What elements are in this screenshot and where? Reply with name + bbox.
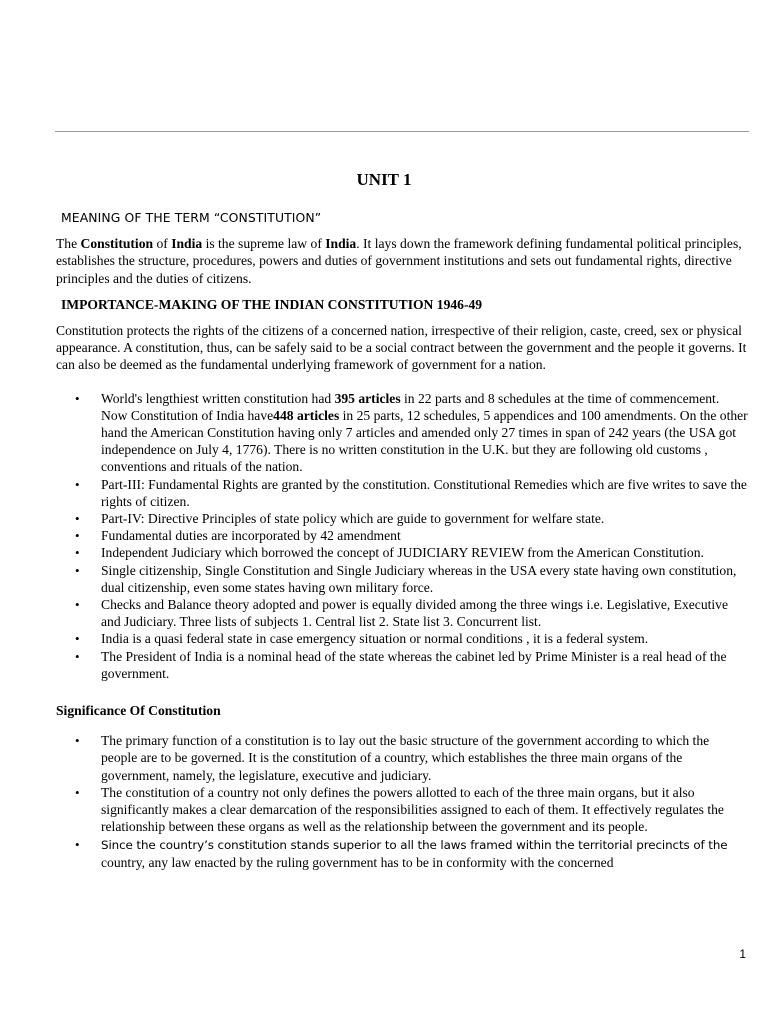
list-item <box>56 476 748 510</box>
bold-term-395-articles: 395 articles <box>334 390 401 406</box>
list-item-text: country, any law enacted by the ruling government has to be in conformity with the concerned <box>101 854 614 870</box>
header-rule <box>55 131 749 132</box>
significance-heading: Significance Of Constitution <box>56 703 221 719</box>
text-run: in 25 parts, 12 schedules, 5 appendices and 100 amendments. On the other hand the American Constitution having only 7 articles and amended only 27 times in span of 242 years (the USA got independence on July 4, 1776). There is no written constitution in the U.K. but they are following old customs , conventions and rituals of the nation. <box>101 407 748 475</box>
list-item-text: Part-III: Fundamental Rights are granted by the constitution. Constitutional Remedies which are five writes to save the rights of citizen. <box>101 476 747 509</box>
text-run: of <box>153 236 172 252</box>
list-item <box>56 784 748 836</box>
list-item-text: India is a quasi federal state in case emergency situation or normal conditions , it is a federal system. <box>101 631 649 647</box>
bullet-glyph: • <box>75 631 80 647</box>
text-run: . It lays down the framework defining fundamental political principles, establishes the structure, procedures, powers and duties of government institutions and sets out fundamental rights, directive principles and the duties of citizens. <box>56 236 742 286</box>
bullet-glyph: • <box>75 836 80 852</box>
document-body <box>56 209 748 885</box>
bullet-glyph: • <box>75 528 80 544</box>
significance-bullet-list <box>56 732 748 871</box>
list-item <box>56 544 748 561</box>
importance-heading: IMPORTANCE-MAKING OF THE INDIAN CONSTITUTION 1946-49 <box>61 296 483 312</box>
list-item <box>56 527 748 544</box>
list-item <box>56 562 748 596</box>
list-item-text: The constitution of a country not only defines the powers allotted to each of the three main organs, but it also significantly makes a clear demarcation of the responsibilities assigned to each of them. It effectively regulates the relationship between these organs as well as the relationship between the government and its people. <box>101 784 724 835</box>
bold-term-448-articles: 448 articles <box>273 407 340 423</box>
bullet-glyph: • <box>75 390 80 406</box>
importance-bullet-list <box>56 390 748 682</box>
meaning-heading: MEANING OF THE TERM “CONSTITUTION” <box>61 210 322 225</box>
list-item <box>56 630 748 647</box>
list-item <box>56 836 748 871</box>
list-item-text: Independent Judiciary which borrowed the concept of JUDICIARY REVIEW from the American Constitution. <box>101 545 704 561</box>
text-run: in 22 parts and 8 schedules at the time of commencement. Now Constitution of India have <box>101 390 720 423</box>
bullet-glyph: • <box>75 476 80 492</box>
bullet-glyph: • <box>75 648 80 664</box>
bold-term-india: India <box>325 236 357 252</box>
bullet-glyph: • <box>75 511 80 527</box>
text-run: The <box>56 236 81 252</box>
bold-term-constitution: Constitution <box>80 236 154 252</box>
bullet-glyph: • <box>75 562 80 578</box>
bullet-glyph: • <box>75 545 80 561</box>
list-item-text: The primary function of a constitution is to lay out the basic structure of the government according to which the people are to be governed. It is the constitution of a country, which establishes the three main organs of the government, namely, the legislature, executive and judiciary. <box>101 733 710 783</box>
list-item-text: The President of India is a nominal head of the state whereas the cabinet led by Prime Minister is a real head of the government. <box>101 648 727 681</box>
list-item <box>56 510 748 527</box>
list-item <box>56 732 748 784</box>
text-run: World's lengthiest written constitution had <box>101 390 335 406</box>
importance-paragraph: Constitution protects the rights of the citizens of a concerned nation, irrespective of their religion, caste, creed, sex or physical appearance. A constitution, thus, can be safely said to be a social contract between the government and the people it governs. It can also be deemed as the fundamental underlying framework of government for a nation. <box>56 323 747 373</box>
text-run: is the supreme law of <box>202 236 326 252</box>
list-item-text: Part-IV: Directive Principles of state policy which are guide to government for welfare state. <box>101 511 605 527</box>
bold-term-india: India <box>171 236 203 252</box>
list-item <box>56 390 748 476</box>
bullet-glyph: • <box>75 784 80 800</box>
unit-title: UNIT 1 <box>356 170 412 189</box>
bullet-glyph: • <box>75 733 80 749</box>
bullet-glyph: • <box>75 597 80 613</box>
page-number: 1 <box>739 947 746 961</box>
list-item-text: Since the country’s constitution stands superior to all the laws framed within the territorial precincts of the <box>101 837 728 852</box>
list-item <box>56 648 748 682</box>
list-item <box>56 596 748 630</box>
list-item-text: Checks and Balance theory adopted and power is equally divided among the three wings i.e. Legislative, Executive and Judiciary. Three lists of subjects 1. Central list 2. State list 3. Concurrent list. <box>101 597 729 630</box>
list-item-text: Fundamental duties are incorporated by 42 amendment <box>101 528 401 544</box>
meaning-paragraph <box>56 235 748 287</box>
list-item-text: Single citizenship, Single Constitution and Single Judiciary whereas in the USA every state having own constitution, dual citizenship, even some states having own military force. <box>101 562 737 595</box>
